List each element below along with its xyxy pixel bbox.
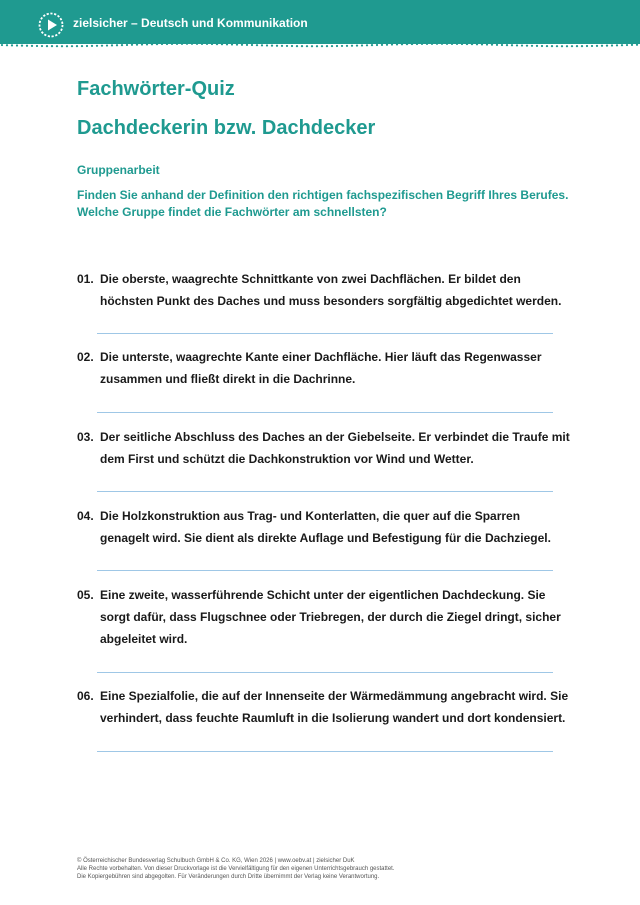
answer-line[interactable]: [97, 672, 553, 673]
answer-line[interactable]: [97, 412, 553, 413]
question-text-line: Eine zweite, wasserführende Schicht unter der eigentlichen Dachdeckung. Sie: [100, 588, 546, 602]
question-text-line: Die unterste, waagrechte Kante einer Dachfläche. Hier läuft das Regenwasser: [100, 350, 542, 364]
question-text-line: Die oberste, waagrechte Schnittkante von zwei Dachflächen. Er bildet den: [100, 272, 521, 286]
answer-line[interactable]: [97, 333, 553, 334]
instruction-line-1: Finden Sie anhand der Definition den richtigen fachspezifischen Begriff Ihres Berufes.: [77, 188, 569, 202]
question-text-line: verhindert, dass feuchte Raumluft in die Isolierung wandert und dort kondensiert.: [100, 711, 566, 725]
question-number: 03.: [77, 430, 94, 444]
question-number: 02.: [77, 350, 94, 364]
question-text-line: Der seitliche Abschluss des Daches an der Giebelseite. Er verbindet die Traufe mit: [100, 430, 570, 444]
question-text-line: Die Holzkonstruktion aus Trag- und Konterlatten, die quer auf die Sparren: [100, 509, 521, 523]
footer-fees: Die Kopiergebühren sind abgegolten. Für Veränderungen durch Dritte übernimmt der Verlag keine Verantwortung.: [77, 874, 380, 880]
question-number: 05.: [77, 588, 94, 602]
question-number: 06.: [77, 689, 94, 703]
task-type-label: Gruppenarbeit: [77, 163, 160, 177]
question-number: 01.: [77, 272, 94, 286]
question-text-line: Eine Spezialfolie, die auf der Innenseite der Wärmedämmung angebracht wird. Sie: [100, 689, 569, 703]
answer-line[interactable]: [97, 491, 553, 492]
question-text-line: sorgt dafür, dass Flugschnee oder Triebregen, der durch die Ziegel dringt, sicher: [100, 610, 561, 624]
question-text-line: genagelt wird. Sie dient als direkte Auflage und Befestigung für die Dachziegel.: [100, 531, 551, 545]
page-subtitle: Dachdeckerin bzw. Dachdecker: [77, 117, 376, 139]
banner-dotted-edge: [0, 36, 640, 52]
question-text-line: dem First und schützt die Dachkonstruktion vor Wind und Wetter.: [100, 452, 474, 466]
instruction-line-2: Welche Gruppe findet die Fachwörter am schnellsten?: [77, 205, 387, 219]
answer-line[interactable]: [97, 570, 553, 571]
question-text-line: abgeleitet wird.: [100, 632, 188, 646]
question-text-line: höchsten Punkt des Daches und muss besonders sorgfältig abgedichtet werden.: [100, 294, 562, 308]
brand-title: zielsicher – Deutsch und Kommunikation: [73, 16, 308, 30]
footer-rights: Alle Rechte vorbehalten. Von dieser Druckvorlage ist die Vervielfältigung für den eigenen Unterrichtsgebrauch gestattet.: [77, 866, 395, 872]
question-number: 04.: [77, 509, 94, 523]
question-text-line: zusammen und fließt direkt in die Dachrinne.: [100, 372, 356, 386]
page-title: Fachwörter-Quiz: [77, 78, 235, 100]
footer-copyright: © Österreichischer Bundesverlag Schulbuch GmbH & Co. KG, Wien 2026 | www.oebv.at | zielsicher DuK: [77, 858, 355, 864]
play-icon: [38, 12, 64, 38]
answer-line[interactable]: [97, 751, 553, 752]
